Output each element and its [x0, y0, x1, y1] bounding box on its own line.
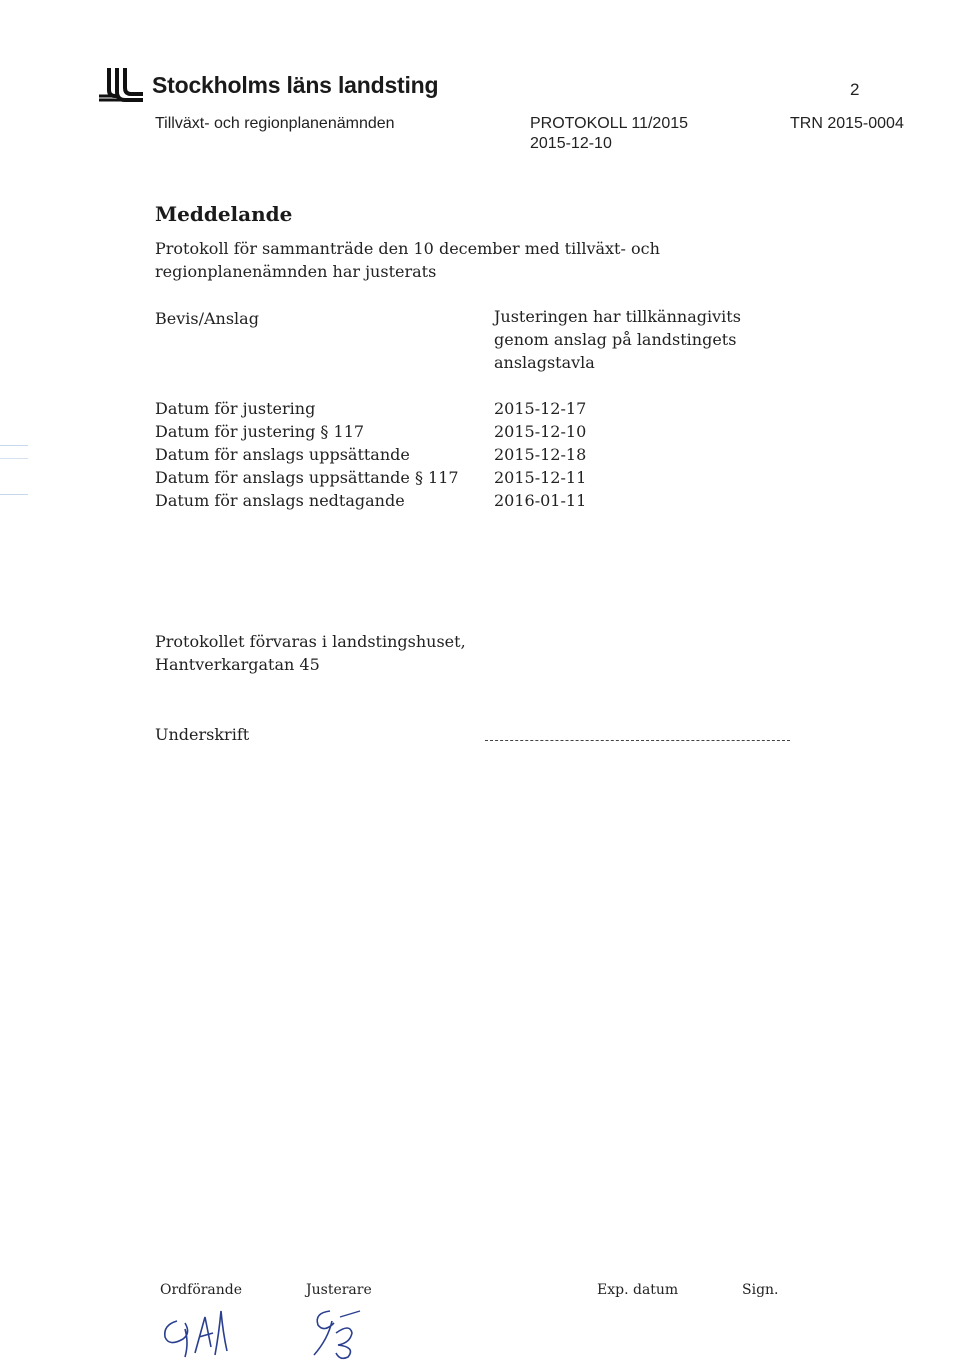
footer-adjuster-label: Justerare	[306, 1282, 372, 1298]
dates-table	[155, 397, 635, 512]
notice-intro-line: regionplanenämnden har justerats	[155, 262, 437, 281]
date-label: Datum för anslags uppsättande	[155, 445, 410, 464]
date-row	[155, 489, 635, 512]
date-label: Datum för justering § 117	[155, 422, 365, 441]
footer-sign-label: Sign.	[742, 1282, 779, 1298]
date-row	[155, 397, 635, 420]
date-row	[155, 466, 635, 489]
notice-title: Meddelande	[155, 202, 293, 226]
date-row	[155, 443, 635, 466]
protocol-date: 2015-12-10	[530, 135, 612, 152]
date-label: Datum för justering	[155, 399, 316, 418]
proof-text-line: genom anslag på landstingets	[494, 330, 737, 349]
organization-name: Stockholms läns landsting	[152, 72, 439, 98]
date-value: 2015-12-11	[494, 468, 587, 487]
date-label: Datum för anslags nedtagande	[155, 491, 405, 510]
proof-text	[494, 305, 741, 374]
protocol-label: PROTOKOLL 11/2015	[530, 115, 689, 132]
notice-intro-line: Protokoll för sammanträde den 10 december med tillväxt- och	[155, 239, 660, 258]
date-label: Datum för anslags uppsättande § 117	[155, 468, 459, 487]
page-number: 2	[850, 80, 860, 99]
storage-line: Hantverkargatan 45	[155, 655, 320, 674]
scan-edge-artifact	[0, 445, 28, 495]
committee-name: Tillväxt- och regionplanenämnden	[155, 115, 395, 132]
date-value: 2015-12-17	[494, 399, 587, 418]
footer-exp-date-label: Exp. datum	[597, 1282, 679, 1298]
date-value: 2016-01-11	[494, 491, 587, 510]
signature-label: Underskrift	[155, 725, 250, 744]
storage-line: Protokollet förvaras i landstingshuset,	[155, 632, 466, 651]
date-value: 2015-12-10	[494, 422, 587, 441]
signature-line	[485, 740, 790, 741]
proof-text-line: Justeringen har tillkännagivits	[494, 307, 741, 326]
proof-text-line: anslagstavla	[494, 353, 595, 372]
chair-initials-signature	[155, 1303, 240, 1361]
date-row	[155, 420, 635, 443]
proof-label: Bevis/Anslag	[155, 309, 259, 328]
notice-intro	[155, 237, 660, 283]
date-value: 2015-12-18	[494, 445, 587, 464]
adjuster-initials-signature	[300, 1303, 375, 1361]
storage-location	[155, 630, 466, 676]
case-number: TRN 2015-0004	[790, 115, 904, 132]
footer-chair-label: Ordförande	[160, 1282, 243, 1298]
sll-logo-icon	[95, 66, 145, 106]
